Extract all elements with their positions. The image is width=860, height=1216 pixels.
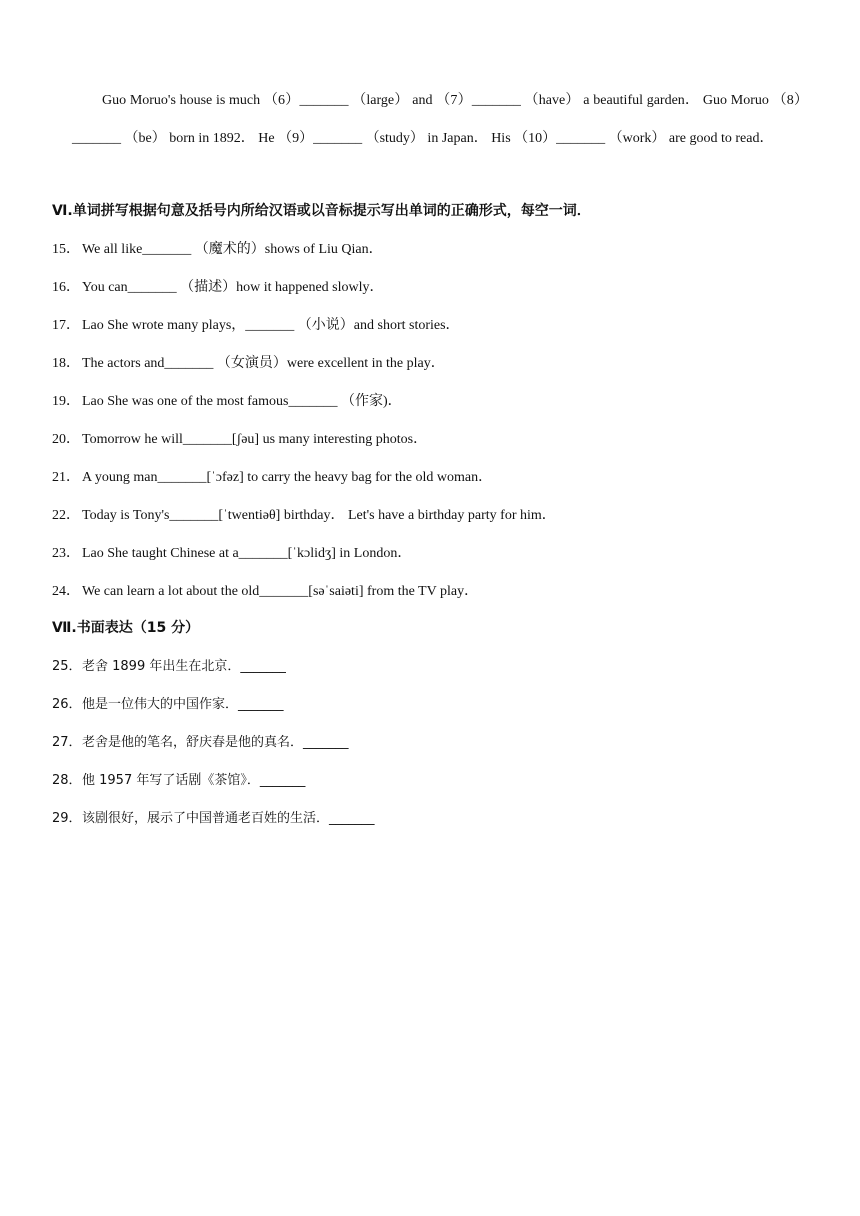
- question-number: 23．: [52, 546, 80, 561]
- section-7-title: Ⅶ.书面表达（15 分）: [52, 620, 200, 636]
- question-number: 21．: [52, 470, 80, 485]
- question-number: 24．: [52, 584, 80, 599]
- question-number: 20．: [52, 432, 80, 447]
- question-text: 老舍是他的笔名，舒庆春是他的真名．_______: [82, 735, 349, 750]
- question-26: [52, 693, 284, 712]
- question-number: 15．: [52, 242, 80, 257]
- question-23: [52, 542, 411, 562]
- question-number: 19．: [52, 394, 80, 409]
- question-25: [52, 655, 286, 674]
- question-28: [52, 769, 305, 788]
- question-text: You can_______ （描述）how it happened slowly．: [82, 280, 384, 295]
- question-text: The actors and_______ （女演员）were excellent in the play．: [82, 356, 445, 371]
- question-number: 17．: [52, 318, 80, 333]
- question-20: [52, 428, 427, 448]
- question-18: [52, 352, 445, 372]
- question-text: Today is Tony's_______[ˈtwentiəθ] birthday． Let's have a birthday party for him．: [82, 508, 556, 523]
- question-text: 他是一位伟大的中国作家．_______: [82, 697, 284, 712]
- section-6-title: Ⅵ.单词拼写根据句意及括号内所给汉语或以音标提示写出单词的正确形式，每空一词．: [52, 203, 591, 219]
- question-16: [52, 276, 384, 296]
- question-number: 26．: [52, 697, 82, 712]
- question-number: 25．: [52, 659, 82, 674]
- question-number: 22．: [52, 508, 80, 523]
- question-text: Lao She was one of the most famous_______ （作家)．: [82, 394, 402, 409]
- question-29: [52, 807, 375, 826]
- question-number: 27．: [52, 735, 82, 750]
- question-text: 他 1957 年写了话剧《茶馆》．_______: [82, 773, 306, 788]
- question-text: Lao She wrote many plays，_______ （小说）and short stories．: [82, 318, 460, 333]
- question-text: Lao She taught Chinese at a_______[ˈkɔlidʒ] in London．: [82, 546, 412, 561]
- question-24: [52, 580, 478, 600]
- question-number: 18．: [52, 356, 80, 371]
- question-27: [52, 731, 349, 750]
- question-text: 该剧很好，展示了中国普通老百姓的生活．_______: [82, 811, 375, 826]
- question-17: [52, 314, 460, 334]
- question-19: [52, 390, 402, 410]
- question-number: 28．: [52, 773, 82, 788]
- question-text: A young man_______[ˈɔfəz] to carry the heavy bag for the old woman．: [82, 470, 493, 485]
- question-text: Tomorrow he will_______[ʃəu] us many interesting photos．: [82, 432, 428, 447]
- question-text: We all like_______ （魔术的）shows of Liu Qian．: [82, 242, 383, 257]
- question-number: 16．: [52, 280, 80, 295]
- cloze-passage: Guo Moruo's house is much （6）_______ （large） and （7）_______ （have） a beautiful garden． Guo Moruo （8）_______ （be） born in 1892． He （9）_______ （study） in Japan． His （10）_______ （work） are good to read．: [72, 93, 808, 146]
- question-22: [52, 504, 556, 524]
- question-15: [52, 238, 383, 258]
- question-number: 29．: [52, 811, 82, 826]
- question-21: [52, 466, 492, 486]
- question-text: 老舍 1899 年出生在北京．_______: [82, 659, 286, 674]
- question-text: We can learn a lot about the old_______[səˈsaiəti] from the TV play．: [82, 584, 479, 599]
